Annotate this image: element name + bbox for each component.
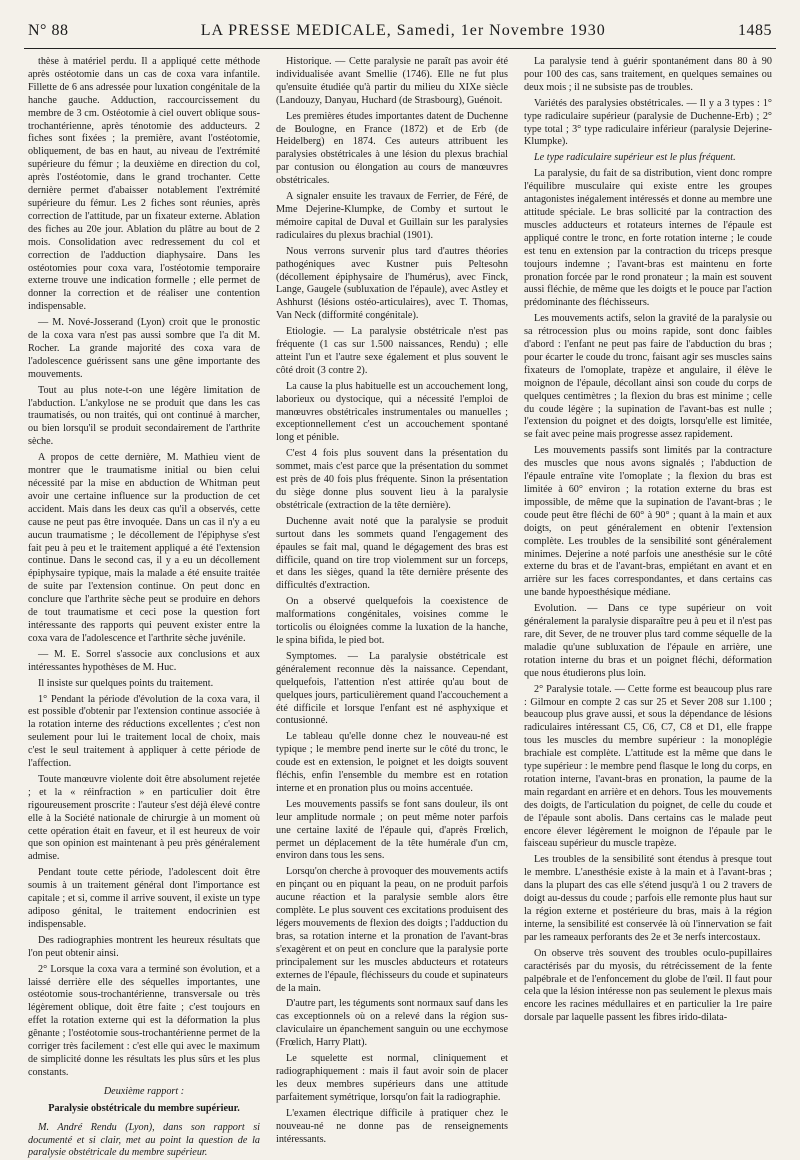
header-rule [24, 48, 776, 49]
text-column-2 [276, 56, 508, 1145]
paragraph: Les troubles de la sensibilité sont étendus à presque tout le membre. L'anesthésie existe à la main et à l'avant-bras ; dans la plupart des cas elle s'étend jusqu'à 1 ou 2 travers de doigt au-dessus du coude ; parfois elle remonte plus haut sur la région externe et postérieure du bras, mais à la région interne, la sensibilité est conservée là où l'innervation se fait par les rameaux perforants des 2e et 3e nerfs intercostaux. [524, 854, 772, 943]
paragraph: Le squelette est normal, cliniquement et radiographiquement : mais il faut avoir soin de placer les deux membres supérieurs dans une attitude parfaitement symétrique, lorsqu'on fait la radiographie. [276, 1053, 508, 1103]
section-title: Paralysie obstétricale du membre supérieur. [48, 1102, 240, 1114]
paragraph: Evolution. — Dans ce type supérieur on voit généralement la paralysie disparaître peu à peu et il n'est pas rare, dit Sever, de ne trouver plus tard comme séquelle de la maladie qu'une subluxation de l'épaule en arrière, une rotation interne du bras et un poignet fléchi, déformation que nous étudierons plus loin. [524, 603, 772, 679]
paragraph: Toute manœuvre violente doit être absolument rejetée ; et la « réinfraction » en particulier doit être rigoureusement proscrite : l'auteur s'est déjà élevé contre elle à la Société nationale de chirurgie à un moment où cette opération était en faveur, et il est heureux de voir que son opinion est maintenant à peu près généralement admise. [28, 773, 260, 863]
paragraph: Duchenne avait noté que la paralysie se produit surtout dans les sommets quand l'engagement des épaules se fait mal, quand le dégagement des bras est difficile, quand on tire trop violemment sur un forceps, et dans les sièges, quand la tête dernière présente des difficultés d'extraction. [276, 515, 508, 592]
page-header [28, 22, 772, 42]
paragraph: Variétés des paralysies obstétricales. — Il y a 3 types : 1° type radiculaire supérieur (paralysie de Duchenne-Erb) ; 2° type total ; 3° type radiculaire inférieur (paralysie Dejerine-Klumpke). [524, 97, 772, 148]
text-column-1 [28, 56, 260, 1159]
journal-title: LA PRESSE MEDICALE, Samedi, 1er Novembre 1930 [200, 22, 606, 39]
paragraph: Tout au plus note-t-on une légère limitation de l'abduction. L'ankylose ne se produit que dans les cas traumatisés, ou non traités, qui ont continué à marcher, ou bien lorsqu'il se produit secondairement de l'arthrite sèche. [28, 384, 260, 448]
paragraph: On observe très souvent des troubles oculo-pupillaires caractérisés par du myosis, du rétrécissement de la fente palpébrale et de l'enfoncement du globe de l'œil. Il faut pour cela que la lésion intéresse non pas seulement le plexus mais encore les racines médullaires et en particulier la 1re paire dorsale par laquelle passent les fibres irido-dilata- [524, 947, 772, 1024]
paragraph: C'est 4 fois plus souvent dans la présentation du sommet, mais c'est parce que la présentation du sommet est près de 40 fois plus fréquente. Sinon la présentation du siège donne plus souvent lieu à la paralysie obstétricale (extraction de la tête dernière). [276, 448, 508, 511]
paragraph: L'examen électrique difficile à pratiquer chez le nouveau-né ne donne pas de renseignements intéressants. [276, 1107, 508, 1145]
paragraph: 2° Lorsque la coxa vara a terminé son évolution, et a laissé derrière elle des séquelles importantes, une ostéotomie sous-trochantérienne, transversale ou très légèrement oblique, doit être faite ; c'est toujours en effet la rotation externe qui est la déformation la plus gênante ; l'ostéotomie sous-trochantérienne permet de la corriger très facilement : c'est elle qui avec le maximum de simplicité donne les résultats les plus sûrs et les plus constants. [28, 963, 260, 1078]
paragraph: 2° Paralysie totale. — Cette forme est beaucoup plus rare : Gilmour en compte 2 cas sur 25 et Sever 208 sur 1.100 ; beaucoup plus grave aussi, et sous la dépendance de lésions radiculaires intéressant C5, C6, C7, C8 et D1, elle frappe tous les muscles du membre supérieur : la monoplégie brachiale est complète. L'attitude est la même que dans le type supérieur : le membre pend flasque le long du corps, en rotation interne, l'avant-bras en pronation, la paume de la main regardant en arrière et en dehors. Tous les mouvements des doigts, de l'articulation du poignet, de celle du coude et de l'épaule sont abolis. Dans certains cas le malade peut encore élever légèrement le moignon de l'épaule par le faisceau supérieur du muscle trapèze. [524, 683, 772, 850]
paragraph: La paralysie, du fait de sa distribution, vient donc rompre l'équilibre musculaire qui existe entre les groupes antagonistes inégalement intéressés et donne au membre une attitude spéciale. Le bras sollicité par la contraction des muscles adducteurs et rotateurs internes de l'épaule est appliqué contre le tronc, en forte rotation interne ; le coude est tenu en extension par la contraction du triceps presque toujours indemne ; l'avant-bras est maintenu en forte pronation forcée par le rond pronateur ; la main est souvent aussi fléchie, de même que les doigts et le pouce par l'action prédominante des fléchisseurs. [524, 168, 772, 309]
paragraph: thèse à matériel perdu. Il a appliqué cette méthode après ostéotomie dans un cas de coxa vara infantile. Fillette de 6 ans adressée pour luxation congénitale de la hanche gauche. Adduction, raccourcissement du membre de 3 cm. Ostéotomie à ciel ouvert oblique sous-trochantérienne, après ténotomie des adducteurs. 2 fiches sont fixées ; la première, avant l'ostéotomie, obliquement, de bas en haut, au niveau de l'extrémité supérieure du fémur ; la deuxième en direction du col, après l'ostéotomie, dans le grand trochanter. Cette dernière permet d'abaisser notablement l'extrémité supérieure du fémur. Les 2 fiches sont réunies, après correction de l'attitude, par un fixateur externe. Ablation des fiches au 20e jour. Ablation du plâtre au bout de 2 mois. Consolidation avec redressement du col et correction de l'adduction diaphysaire. Dans les ostéotomies pour coxa vara, l'ostéotomie temporaire externe trouve une indication formelle ; elle permet de donner la correction et de réaliser une contention indispensable. [28, 56, 260, 313]
paragraph: Des radiographies montrent les heureux résultats que l'on peut obtenir ainsi. [28, 934, 260, 959]
paragraph: Les mouvements passifs sont limités par la contracture des muscles que nous avons signalés ; l'abduction de l'épaule entraîne vite l'omoplate ; la flexion du bras est limitée à 60° environ ; la rotation externe du bras est impossible, de même que la supination de l'avant-bras ; le coude peut être fléchi de 60° à 90° ; quant à la main et aux doigts, on peut généralement en obtenir l'extension complète. Les troubles de la sensibilité sont généralement minimes. Dejerine a noté parfois une anesthésie sur le côté externe du bras et de l'avant-bras, empiétant en avant et en arrière sur les faces correspondantes, et dans certains cas une bande hypoesthésique médiane. [524, 445, 772, 599]
paragraph: D'autre part, les téguments sont normaux sauf dans les cas exceptionnels où on a relevé dans la région sus-claviculaire un épanchement sanguin ou une ecchymose (Frœlich, Harry Platt). [276, 998, 508, 1049]
paragraph: Symptomes. — La paralysie obstétricale est généralement reconnue dès la naissance. Cependant, quelquefois, l'attention n'est attirée qu'au bout de quelques jours, particulièrement quand l'accouchement a été difficile et lorsque l'enfant est né asphyxique et contusionné. [276, 650, 508, 727]
paragraph: Etiologie. — La paralysie obstétricale n'est pas fréquente (1 cas sur 1.500 naissances, Rendu) ; elle atteint l'un et l'autre sexe également et plus souvent le côté droit (3 contre 2). [276, 326, 508, 376]
paragraph: La paralysie tend à guérir spontanément dans 80 à 90 pour 100 des cas, sans traitement, en quelques semaines ou deux mois ; il ne subsiste pas de troubles. [524, 56, 772, 93]
page-number: N° 88 [28, 22, 69, 39]
paragraph: La cause la plus habituelle est un accouchement long, laborieux ou dystocique, qui a nécessité l'emploi de manœuvres obstétricales instrumentales ou manuelles ; exceptionnellement c'est un accouchement spontané long et pénible. [276, 380, 508, 444]
paragraph: M. André Rendu (Lyon), dans son rapport si documenté et si clair, met au point la question de la paralysie obstétricale du membre supérieur. [28, 1121, 260, 1159]
paragraph: Les mouvements actifs, selon la gravité de la paralysie ou sa rétrocession plus ou moins rapide, sont donc faibles d'abord : l'enfant ne peut pas faire de l'abduction du bras ; pour écarter le coude du tronc, faisant agir ses muscles sains fixateurs de l'omoplate, trapèze et angulaire, il élève le moignon de l'épaule, décollant ainsi son coude du corps de quelques centimètres ; la flexion du bras est minime ; celle du coude légère ; la supination de l'avant-bas est nulle ; l'extension du poignet et des doigts, lorsqu'elle est limitée, se fait avec peine mais progresse assez rapidement. [524, 313, 772, 441]
paragraph: Les mouvements passifs se font sans douleur, ils ont leur amplitude normale ; on peut même noter parfois une certaine laxité de l'épaule qui, d'après Frœlich, permet un déplacement de la tête humérale d'un cm, environ dans tous les sens. [276, 798, 508, 862]
paragraph: A propos de cette dernière, M. Mathieu vient de montrer que le traumatisme initial ou bien celui nécessité par la mise en abduction de Whitman peut avoir une certaine influence sur la production de cet accident. Mais dans les deux cas qu'il a observés, cette cause ne peut pas être invoquée. Dans un cas il n'y a eu aucun traumatisme ; le décollement de l'épiphyse s'est fait peu à peu et le traitement appliqué a été l'extension continue. Dans le second cas, il y a eu un décollement épiphysaire typique, mais la malade a été ensuite traitée de suite par l'extension continue. On peut donc en conclure que l'arthrite sèche peut se produire en dehors de tout traumatisme et ceci pose la question fort intéressante des rapports qui peuvent exister entre la coxa vara de l'adolescence et l'arthrite sèche juvénile. [28, 452, 260, 644]
paragraph: Le type radiculaire supérieur est le plus fréquent. [534, 152, 736, 164]
text-column-3 [524, 56, 772, 1058]
section-heading: Deuxième rapport : [103, 1085, 185, 1097]
paragraph: Nous verrons survenir plus tard d'autres théories pathogéniques avec Kustner puis Peltesohn (décollement épiphysaire de l'humérus), avec Finck, Lange, Gaugele (subluxation de l'épaule), avec Astley et Ashhurst (lésions ostéo-articulaires), avec T. Thomas, Van Neck (difformité congénitale). [276, 245, 508, 322]
paragraph: — M. E. Sorrel s'associe aux conclusions et aux intéressantes hypothèses de M. Huc. [28, 648, 260, 673]
paragraph: Le tableau qu'elle donne chez le nouveau-né est typique ; le membre pend inerte sur le côté du tronc, le coude est en extension, le poignet et les doigts souvent fléchis, enfin l'ensemble du membre est en rotation interne et en pronation plus ou moins accentuée. [276, 731, 508, 794]
paragraph: Il insiste sur quelques points du traitement. [38, 677, 214, 689]
paragraph: A signaler ensuite les travaux de Ferrier, de Féré, de Mme Dejerine-Klumpke, de Comby et surtout le mémoire capital de Duval et Guillain sur les paralysies radiculaires du plexus brachial (1901). [276, 191, 508, 241]
paragraph: — M. Nové-Josserand (Lyon) croit que le pronostic de la coxa vara n'est pas aussi sombre que l'a dit M. Rocher. La grande majorité des coxa vara de l'adolescence guérissent sans une gêne importante des mouvements. [28, 317, 260, 380]
paragraph: Lorsqu'on cherche à provoquer des mouvements actifs en pinçant ou en piquant la peau, on ne produit parfois aucune réaction et la paralysie semble alors être complète. Le plus souvent ces excitations produisent des légers mouvements de flexion des doigts ; l'adduction du bras, sa rotation interne et la pronation de l'avant-bras s'exagèrent et on peut en conclure que la paralysie porte principalement sur les muscles abducteurs et rotateurs externes de l'épaule, fléchisseurs du coude et supinateurs de la main. [276, 866, 508, 994]
paragraph: Pendant toute cette période, l'adolescent doit être soumis à un traitement général dont l'importance est capitale ; et si, comme il arrive souvent, il existe un type adiposo génital, le traitement endocrinien est indispensable. [28, 867, 260, 930]
paragraph: 1° Pendant la période d'évolution de la coxa vara, il est possible d'obtenir par l'extension continue associée à la rotation interne des réductions excellentes ; c'est non seulement pour lui le traitement local de choix, mais c'est le seul traitement à appliquer à cette période de l'affection. [28, 693, 260, 770]
page-folio: 1485 [737, 22, 772, 39]
paragraph: Historique. — Cette paralysie ne paraît pas avoir été individualisée avant Smellie (1746). Elle ne fut plus qu'ensuite étudiée qu'à partir du milieu du XIXe siècle (Landouzy, Danyau, Huchard (de Strasbourg), Guénoit. [276, 56, 508, 106]
paragraph: On a observé quelquefois la coexistence de malformations congénitales, voisines comme le torticolis ou éloignées comme la luxation de la hanche, le spina bifida, le pied bot. [276, 596, 508, 646]
paragraph: Les premières études importantes datent de Duchenne de Boulogne, en France (1872) et de Erb (de Heidelberg) en 1874. Ces auteurs attribuent les paralysies obstétricales à une lésion du plexus brachial par contusion ou élongation au cours de manœuvres obstétricales. [276, 110, 508, 187]
